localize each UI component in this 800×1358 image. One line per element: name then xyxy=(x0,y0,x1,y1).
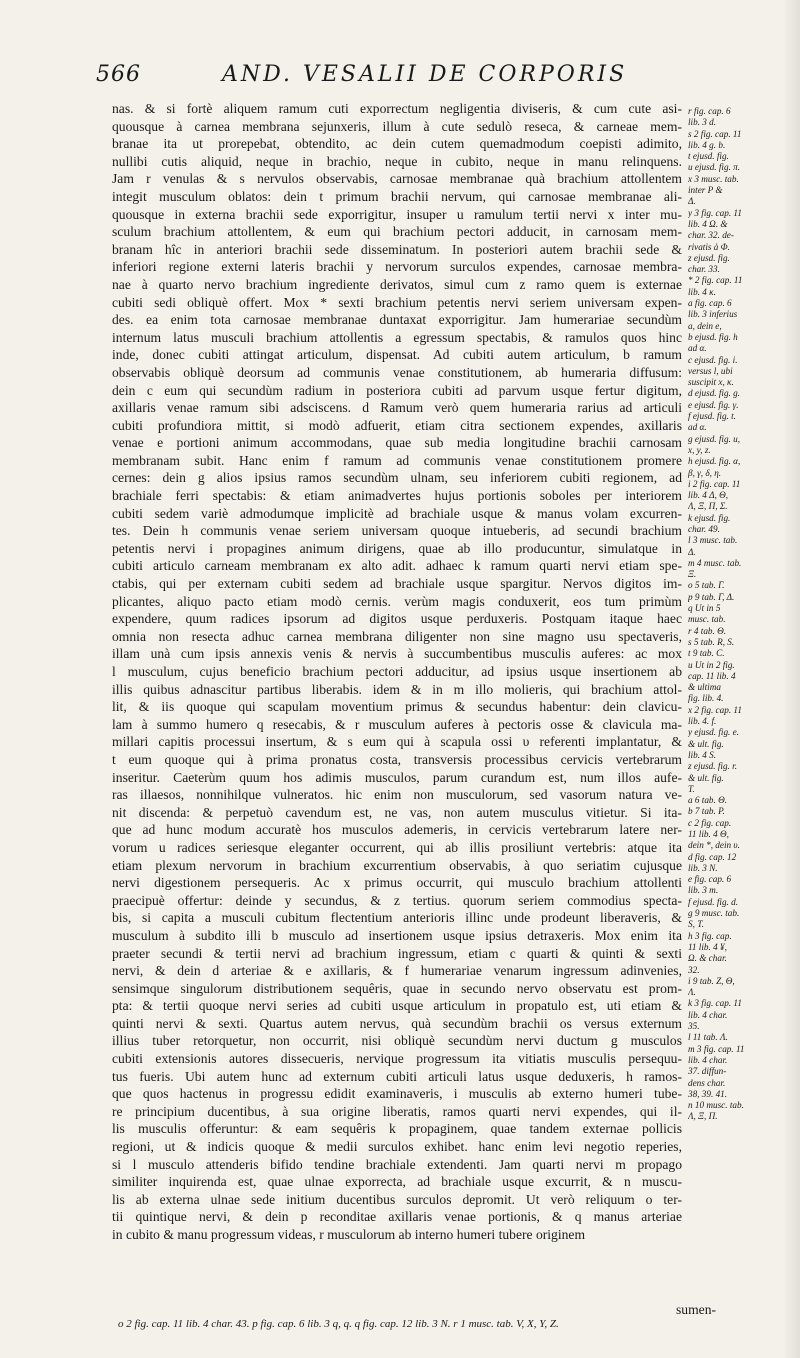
body-line: quousque in externa brachii sede exporrigitur, insuper u ramulum tertii nervi x inter mu- xyxy=(112,206,682,222)
margin-note: s 2 fig. cap. 11 xyxy=(688,128,742,139)
body-line: quinti nervi & sexti. Quartus autem nervus, quà secundùm brachii os versus externum xyxy=(112,1015,682,1031)
body-line: nas. & si fortè aliquem ramum cuti exporrectum negligentia diviseris, & cum cute asi- xyxy=(112,101,682,116)
body-line: lit, & iis quoque qui scapulam moventium primus & secundus habentur: dein clavicu- xyxy=(112,699,682,715)
margin-note: 11 lib. 4 Θ, xyxy=(688,829,729,839)
margin-note: char. 33. xyxy=(688,264,720,275)
margin-note: c ejusd. fig. i. xyxy=(688,354,738,365)
footnote: o 2 fig. cap. 11 lib. 4 char. 43. p fig. cap. 6 lib. 3 q, q. q fig. cap. 12 lib. 3 N. r 1 musc. tab. V, X, Y, Z. xyxy=(118,1318,559,1330)
body-line: lam à summo humero q resecabis, & r musculum auferes à pectoris osse & clavicula ma- xyxy=(112,716,682,732)
margin-note: a fig. cap. 6 xyxy=(688,298,732,309)
margin-note: lib. 3 inferius xyxy=(688,309,738,320)
margin-note: k ejusd. fig. xyxy=(688,512,731,523)
body-line: tii quintique nervi, & dein p reconditae axillaris venae portionis, & q manus arteriae xyxy=(112,1209,682,1225)
margin-note: musc. tab. xyxy=(688,614,726,625)
margin-note: a, dein e, xyxy=(688,320,722,331)
body-line: re principium ducentibus, à sua origine liberatis, ramos quarti nervi expendes, qui il- xyxy=(112,1103,682,1119)
body-line: des. ea enim tota carnosae membranae duntaxat exporrigitur. Jam humerariae secundùm xyxy=(112,312,682,328)
body-line: millari capitis processui insertum, & s eum qui à scapula ossi υ referenti implantatur, & xyxy=(112,734,682,750)
margin-note: t ejusd. fig. xyxy=(688,151,729,162)
body-line: lis ab externa ulnae sede initium ducentibus surculos depromit. Ut verò reliquum o ter- xyxy=(112,1191,682,1207)
body-line: que ad hunc modum accuratè hos musculos ademeris, in cervicis vertebrarum latere ner- xyxy=(112,822,682,838)
margin-note: d ejusd. fig. g. xyxy=(688,388,741,399)
margin-note: lib. 4 g. b. xyxy=(688,139,726,150)
margin-note: s 5 tab. R, S. xyxy=(688,636,735,647)
body-line: quousque à carnea membrana sejunxeris, illum à cute sedulò reseca, & carneae mem- xyxy=(112,118,682,134)
margin-note: 11 lib. 4 ¥, xyxy=(688,941,727,952)
margin-note: ad α. xyxy=(688,343,707,354)
body-line: internum latus musculi brachium attollentis a egressum spectabis, & ramulos quos hinc xyxy=(112,329,682,345)
margin-note: lib. 3 d. xyxy=(688,117,717,128)
body-line: plicantes, aliquo pacto etiam modò cernis. verùm magis conduxerit, eos tum primùm xyxy=(112,593,682,609)
body-line: similiter inquirenda est, quae ulnae exporrecta, ad brachiale usque excurrit, & n muscu- xyxy=(112,1174,682,1190)
margin-note: b 7 tab. P. xyxy=(688,806,725,817)
margin-note: m 4 musc. tab. xyxy=(688,557,742,568)
margin-note: lib. 4 Ω. & xyxy=(688,218,728,229)
margin-note: e ejusd. fig. γ. xyxy=(688,399,739,410)
body-line: cubiti extensionis autores dissecueris, nervique progressum ita vitiatis musculis persequu- xyxy=(112,1051,682,1067)
body-line: omnia non resecta adhuc carnea membrana diligenter non sine magno usu spectaveris, xyxy=(112,628,682,644)
margin-note: lib. 4 S. xyxy=(688,749,717,760)
margin-note: lib. 4. f. xyxy=(688,716,717,727)
margin-note: Ω. & char. xyxy=(688,953,727,964)
margin-note: & ult. fig. xyxy=(688,772,724,783)
body-line: ctabis, qui per externam cubiti sedem ad brachiale usque spargitur. Nervos digitos im- xyxy=(112,576,682,592)
margin-note: Λ, Ξ, Π, Σ. xyxy=(688,501,728,512)
margin-note: β, γ, δ, η. xyxy=(688,467,722,478)
margin-note: d fig. cap. 12 xyxy=(688,851,737,862)
body-line: praecipuè offertur: deinde y secundus, & z tertius. quorum seriem commodius specta- xyxy=(112,892,682,908)
body-line: in cubito & manu progressum videas, r musculorum ab interno humeri tubere originem xyxy=(112,1227,586,1242)
margin-note: r 4 tab. Θ. xyxy=(688,625,727,636)
margin-note: l 11 tab. Λ. xyxy=(688,1032,728,1043)
margin-note: g ejusd. fig. u, xyxy=(688,433,741,444)
catchword: sumen- xyxy=(676,1302,717,1317)
body-line: cubiti sedi obliquè offert. Mox * sexti brachium petentis nervi seriem universam expen- xyxy=(112,294,682,310)
margin-note: & ultima xyxy=(688,682,721,693)
margin-note: 38, 39. 41. xyxy=(688,1088,728,1099)
page-number: 566 xyxy=(96,62,141,87)
margin-note: m 3 fig. cap. 11 xyxy=(688,1043,745,1054)
body-line: membranam subit. Hanc enim f ramum ad communis venae constitutionem promere xyxy=(112,452,682,468)
margin-note: f ejusd. fig. t. xyxy=(688,411,736,422)
margin-note: q Ut in 5 xyxy=(688,603,721,614)
body-line: cubiti sedem variè admodumque implicitè ad brachiale usque & manus volam excurren- xyxy=(112,505,682,521)
body-line: musculum à subdito illi b musculo ad insertionem usque ipsius detraxeris. Mox enim ita xyxy=(112,927,682,943)
body-line: branae ita ut prorepebat, obtendito, ac dein cutem quemadmodum coepisti adimito, xyxy=(112,136,682,152)
margin-note: x, y, z. xyxy=(688,444,711,455)
body-line: pta: & tertii quoque nervi series ad cubiti usque articulum in propatulo est, uti etiam & xyxy=(112,998,682,1014)
margin-note: lib. 4 Δ, Θ, xyxy=(688,490,729,501)
body-line: etiam plexum nervorum in brachium excurrentium observabis, à quo seriatim cujusque xyxy=(112,857,682,873)
margin-note: cap. 11 lib. 4 xyxy=(688,670,736,681)
body-line: t eum quoque qui à prima pronatus costa, transversis processibus cervicis vertebrarum xyxy=(112,751,682,767)
margin-note: & ult. fig. xyxy=(688,738,724,749)
body-line: venae e portioni animum accommodans, quae sub media longitudine brachii carnosam xyxy=(112,435,682,451)
margin-note: x 3 musc. tab. xyxy=(688,173,739,184)
body-line: expendere, quum radices ipsorum ad digitos usque perduxeris. Postquam itaque haec xyxy=(112,611,682,627)
body-line: illam unà cum ipsis annexis venis & nervis à succumbentibus musculis auferes: ac mox xyxy=(112,646,682,662)
margin-note: Ξ. xyxy=(688,569,697,580)
margin-note: lib. 4 char. xyxy=(688,1054,728,1065)
margin-note: lib. 4 char. xyxy=(688,1009,728,1020)
margin-note: p 9 tab. Γ, Δ. xyxy=(688,591,735,602)
margin-note: r fig. cap. 6 xyxy=(688,106,731,116)
margin-note: e fig. cap. 6 xyxy=(688,874,732,885)
body-line: inseritur. Caeterùm quum hos adimis musculos, parum curandum est, num illos aufe- xyxy=(112,769,682,785)
margin-note: y 3 fig. cap. 11 xyxy=(688,207,742,218)
margin-note: lib. 3 N. xyxy=(688,862,718,873)
body-line: inferiori regione externi lateris brachii y nervorum surculos expendes, carnosae membra- xyxy=(112,259,682,275)
body-line: sculum brachium attollentem, & eum qui brachium pectori adducit, in carnosam mem- xyxy=(112,224,682,240)
margin-note: 32. xyxy=(688,964,700,975)
margin-note: 37. diffun- xyxy=(688,1066,727,1077)
body-line: brachiale ferri spectabis: & etiam animadvertes hujus portionis soboles per interiorem xyxy=(112,488,682,504)
body-line: ras illaesos, nonnihilque vulneratos. hic enim non musculorum, sed vasorum natura ve- xyxy=(112,787,682,803)
margin-note: z ejusd. fig. xyxy=(688,252,730,263)
margin-note: x 2 fig. cap. 11 xyxy=(688,704,742,715)
margin-note: S, T. xyxy=(688,919,704,930)
body-line: integit musculum oblatos: dein t primum brachii nervum, qui carnosae membranae ali- xyxy=(112,188,682,204)
margin-note: fig. lib. 4. xyxy=(688,693,724,704)
body-line: cernes: dein g alios ipsius ramos secundùm ulnam, seu inferiorem cubiti regionem, ad xyxy=(112,470,682,486)
margin-note: Δ. xyxy=(688,196,696,207)
body-line: l musculum, cujus beneficio brachium pectori adducitur, ad ipsius usque insertionem ab xyxy=(112,664,682,679)
body-line: praeter secundi & tertii nervi ad brachium ingressum, etiam c quarti & quinti & sexti xyxy=(112,945,682,961)
margin-note: h 3 fig. cap. xyxy=(688,930,732,941)
body-line: inde, donec cubiti attingat articulum, dispensat. Ad cubiti autem articulum, b ramum xyxy=(112,347,682,363)
margin-note: a 6 tab. Θ. xyxy=(688,795,728,806)
margin-note: h ejusd. fig. α, xyxy=(688,456,741,467)
body-line: branam hîc in anteriori brachii sede disseminatum. In posteriori autem brachii sede & xyxy=(112,241,682,257)
margin-note: char. 49. xyxy=(688,523,720,534)
margin-note: l 3 musc. tab. xyxy=(688,535,738,546)
body-line: petentis nervi i propagines animum dirigens, quae ab illo producuntur, simulatque in xyxy=(112,540,682,556)
page-edge-shadow xyxy=(782,0,800,1358)
body-line: que quos hactenus in progressu edidit examinaveris, i musculis ab externo humeri tube- xyxy=(112,1086,682,1102)
margin-note: g 9 musc. tab. xyxy=(688,908,740,919)
margin-note: lib. 3 m. xyxy=(688,885,719,896)
body-line: sensimque singulorum distributionem sequêris, quae in secundo nervo observatu est prom- xyxy=(112,980,682,996)
body-line: si l musculo attenderis bifido tendine brachiale extendenti. Jam quarti nervi m propago xyxy=(112,1156,682,1172)
body-line: axillaris venae ramum sibi adsciscens. d Ramum verò quem humeraria rarius ad articuli xyxy=(112,400,682,416)
margin-note: inter P & xyxy=(688,185,723,196)
margin-note: f ejusd. fig. d. xyxy=(688,896,739,907)
body-line: illius tuber retorquetur, non occurrit, nisi obliquè secundùm nervi ductum g musculos xyxy=(112,1033,682,1049)
body-line: bis, si capita a musculi cubitum flectentium anterioris illinc unde prodeunt liberaveris, & xyxy=(112,910,682,926)
margin-note: u Ut in 2 fig. xyxy=(688,659,735,670)
body-line: nullibi cutis aliquid, neque in brachio, neque in cubito, neque in manu relinquens. xyxy=(112,153,682,169)
margin-note: ad α. xyxy=(688,422,707,433)
margin-note: Λ, Ξ, Π. xyxy=(688,1111,718,1122)
body-line: cubiti articulo carneam membranam ex alto adit. adhaec k ramum quarti nervi etiam spe- xyxy=(112,558,682,574)
margin-note: rivatis à Φ. xyxy=(688,241,730,252)
margin-note: o 5 tab. Γ. xyxy=(688,580,725,591)
margin-notes-column xyxy=(688,106,770,1123)
margin-note: dens char. xyxy=(688,1077,726,1088)
body-line: nit discenda: & perpetuò cavendum est, ne vas, non autem musculus vitietur. Si ita- xyxy=(112,804,682,820)
margin-note: b ejusd. fig. h xyxy=(688,331,738,342)
body-line: lis musculis offeruntur: & eam sequêris k propaginem, quae tandem externae pollicis xyxy=(112,1121,682,1137)
margin-note: 35. xyxy=(688,1021,700,1032)
body-line: dein c eum qui secundùm radium in posteriora cubiti ad parvum usque fertur digitum, xyxy=(112,382,682,398)
body-line: Jam r venulas & s nervulos observabis, carnosae membranae quà brachium attollentem xyxy=(112,171,682,187)
body-line: illis quibus adnascitur partibus liberabis. idem & in m illo molieris, qui brachium attol- xyxy=(112,681,682,697)
margin-note: u ejusd. fig. π. xyxy=(688,162,741,173)
margin-note: T. xyxy=(688,783,695,794)
margin-note: versus l, ubi xyxy=(688,365,733,376)
margin-note: y ejusd. fig. e. xyxy=(688,727,740,738)
body-line: cubiti profundiora mittit, si modò adfuerit, etiam citra sectionem expendes, axillaris xyxy=(112,417,682,433)
body-line: tes. Dein h communis venae seriem universam quoque intueberis, ad secundi brachium xyxy=(112,523,682,539)
body-line: tus fueris. Ubi autem hunc ad externum cubiti articuli latus usque deduxeris, h ramos- xyxy=(112,1068,682,1084)
margin-note: lib. 4 κ. xyxy=(688,286,716,297)
margin-note: Δ. xyxy=(688,546,696,557)
body-line: nervi digestionem persequeris. Ac x primus occurrit, qui musculo brachium attollenti xyxy=(112,875,682,891)
body-line: nae à quarto nervo brachium ingrediente derivatos, simul cum z ramo quem is externae xyxy=(112,276,682,292)
margin-note: n 10 musc. tab. xyxy=(688,1100,744,1111)
body-line: regioni, ut & indicis quoque & medii surculos exhibet. hanc enim levi negotio reperies, xyxy=(112,1139,682,1155)
running-head: AND. VESALII DE CORPORIS xyxy=(222,62,628,87)
margin-note: * 2 fig. cap. 11 xyxy=(688,275,743,286)
margin-note: z ejusd. fig. r. xyxy=(688,761,738,772)
body-line: nervi, & dein d arteriae & e axillaris, & f humerariae venarum ingressum adinvenies, xyxy=(112,963,682,979)
main-text-block xyxy=(112,100,682,1244)
margin-note: suscipit x, κ. xyxy=(688,377,734,388)
margin-note: dein *, dein υ. xyxy=(688,840,740,851)
body-line: observabis obliquè deorsum ad communis venae constitutionem, ab humeraria diffusum: xyxy=(112,364,682,380)
margin-note: k 3 fig. cap. 11 xyxy=(688,998,742,1009)
body-line: vorum u radices seriesque eleganter occurrent, qui ab illis prosiliunt vertebris: atque ita xyxy=(112,839,682,855)
margin-note: Λ. xyxy=(688,987,696,998)
margin-note: i 9 tab. Z, Θ, xyxy=(688,975,735,986)
margin-note: t 9 tab. C. xyxy=(688,648,725,659)
margin-note: char. 32. de- xyxy=(688,230,734,241)
margin-note: i 2 fig. cap. 11 xyxy=(688,478,741,489)
margin-note: c 2 fig. cap. xyxy=(688,817,732,828)
